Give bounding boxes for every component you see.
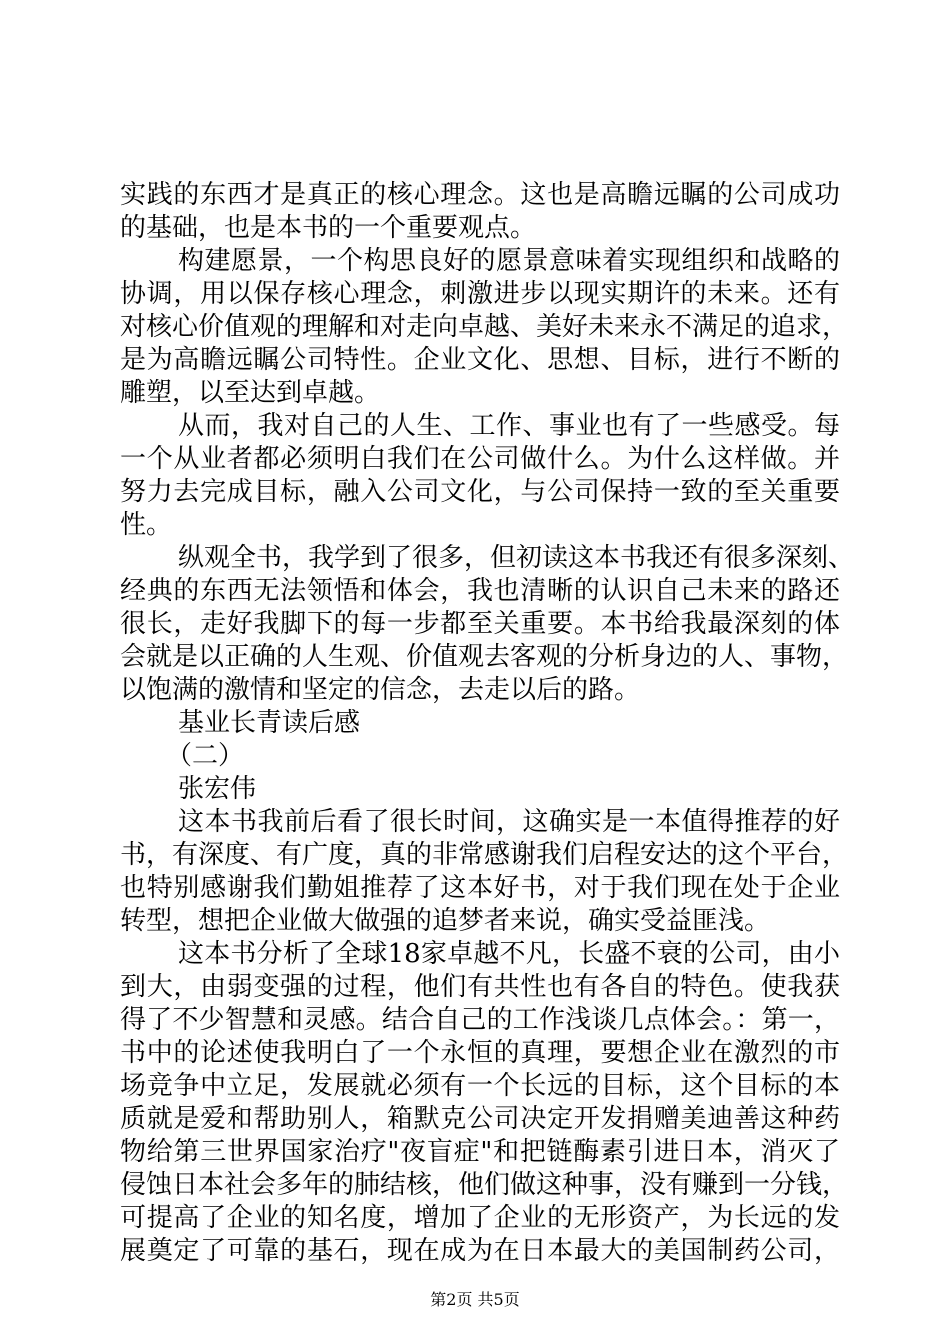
text-line: 书，有深度、有广度，真的非常感谢我们启程安达的这个平台， xyxy=(120,840,849,870)
text-line: 性。 xyxy=(120,510,173,540)
text-line: 构建愿景，一个构思良好的愿景意味着实现组织和战略的 xyxy=(178,246,840,276)
text-line: 经典的东西无法领悟和体会，我也清晰的认识自己未来的路还 xyxy=(120,576,840,606)
text-line: 质就是爱和帮助别人，箱默克公司决定开发捐赠美迪善这种药 xyxy=(120,1104,840,1134)
text-line: 可提高了企业的知名度，增加了企业的无形资产，为长远的发 xyxy=(120,1203,840,1233)
text-line: 书中的论述使我明白了一个永恒的真理，要想企业在激烈的市 xyxy=(120,1038,840,1068)
article-author: 张宏伟 xyxy=(178,774,257,804)
text-line: 到大，由弱变强的过程，他们有共性也有各自的特色。使我获 xyxy=(120,972,840,1002)
text-line: 努力去完成目标，融入公司文化，与公司保持一致的至关重要 xyxy=(120,477,840,507)
text-line: 场竞争中立足，发展就必须有一个长远的目标，这个目标的本 xyxy=(120,1071,840,1101)
text-line: 的基础，也是本书的一个重要观点。 xyxy=(120,213,537,243)
text-line: 侵蚀日本社会多年的肺结核，他们做这种事，没有赚到一分钱， xyxy=(120,1170,849,1200)
text-line: 会就是以正确的人生观、价值观去客观的分析身边的人、事物， xyxy=(120,642,849,672)
text-line: 以饱满的激情和坚定的信念，去走以后的路。 xyxy=(120,675,641,705)
text-line: 很长，走好我脚下的每一步都至关重要。本书给我最深刻的体 xyxy=(120,609,840,639)
text-line: 从而，我对自己的人生、工作、事业也有了一些感受。每 xyxy=(178,411,840,441)
text-line: 这本书分析了全球18家卓越不凡，长盛不衰的公司，由小 xyxy=(178,939,840,969)
article-part-label: （二） xyxy=(166,741,245,771)
text-line: 是为高瞻远瞩公司特性。企业文化、思想、目标，进行不断的 xyxy=(120,345,840,375)
text-line: 协调，用以保存核心理念，刺激进步以现实期许的未来。还有 xyxy=(120,279,840,309)
text-line: 纵观全书，我学到了很多，但初读这本书我还有很多深刻、 xyxy=(178,543,855,573)
text-line: 雕塑，以至达到卓越。 xyxy=(120,378,381,408)
article-title: 基业长青读后感 xyxy=(178,708,361,738)
text-line: 展奠定了可靠的基石，现在成为在日本最大的美国制药公司， xyxy=(120,1236,840,1266)
text-line: 实践的东西才是真正的核心理念。这也是高瞻远瞩的公司成功 xyxy=(120,180,840,210)
text-line: 对核心价值观的理解和对走向卓越、美好未来永不满足的追求， xyxy=(120,312,849,342)
text-line: 得了不少智慧和灵感。结合自己的工作浅谈几点体会。：第一， xyxy=(120,1005,840,1035)
text-line: 物给第三世界国家治疗"夜盲症"和把链酶素引进日本，消灭了 xyxy=(120,1137,840,1167)
page-footer: 第2页 共5页 xyxy=(430,1290,520,1309)
text-line: 转型，想把企业做大做强的追梦者来说，确实受益匪浅。 xyxy=(120,906,771,936)
text-line: 一个从业者都必须明白我们在公司做什么。为什么这样做。并 xyxy=(120,444,840,474)
text-line: 这本书我前后看了很长时间，这确实是一本值得推荐的好 xyxy=(178,807,840,837)
text-line: 也特别感谢我们勤姐推荐了这本好书，对于我们现在处于企业 xyxy=(120,873,840,903)
